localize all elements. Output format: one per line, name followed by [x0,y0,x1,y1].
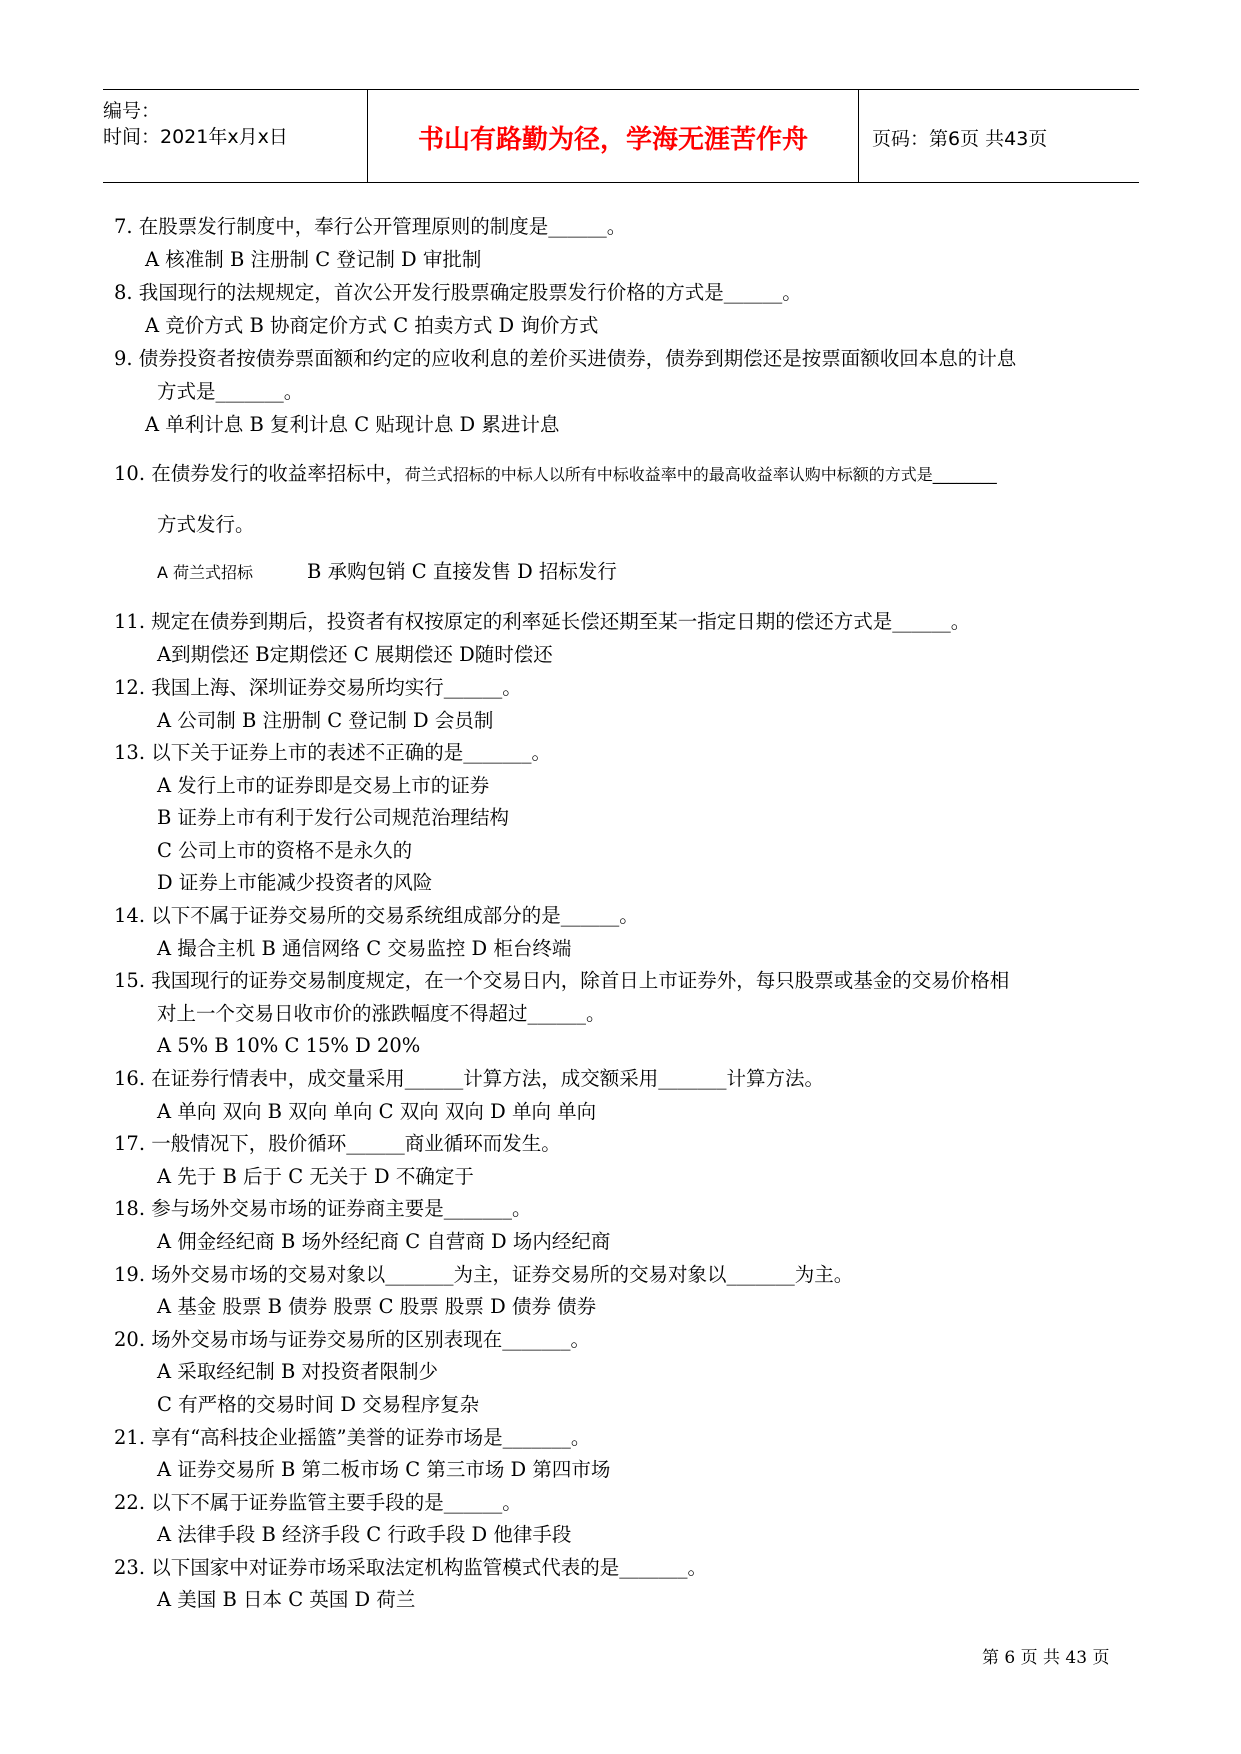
question-23-options: A 美国 B 日本 C 英国 D 荷兰 [157,1588,416,1611]
question-9-stem: 9. 债券投资者按债券票面额和约定的应收利息的差价买进债券，债券到期偿还是按票面额收回本息的计息 [114,347,1017,370]
question-14-stem: 14. 以下不属于证券交易所的交易系统组成部分的是______。 [114,904,639,927]
question-13-option-d: D 证券上市能减少投资者的风险 [157,871,433,894]
question-23-stem: 23. 以下国家中对证券市场采取法定机构监管模式代表的是_______。 [114,1556,707,1579]
question-21-options: A 证券交易所 B 第二板市场 C 第三市场 D 第四市场 [157,1458,611,1481]
question-10-options [157,562,617,582]
question-10-stem-part1: 10. 在债券发行的收益率招标中， [114,462,405,485]
header-left-cell [103,90,368,182]
document-header [103,89,1139,183]
question-15-stem: 15. 我国现行的证券交易制度规定，在一个交易日内，除首日上市证券外，每只股票或基金的交易价格相 [114,969,1010,992]
question-10-stem [114,464,997,484]
question-12-stem: 12. 我国上海、深圳证券交易所均实行______。 [114,676,522,699]
question-18-options: A 佣金经纪商 B 场外经纪商 C 自营商 D 场内经纪商 [157,1230,611,1253]
question-14-options: A 撮合主机 B 通信网络 C 交易监控 D 柜台终端 [157,937,572,960]
question-17-stem: 17. 一般情况下，股价循环______商业循环而发生。 [114,1132,561,1155]
question-15-stem-continued: 对上一个交易日收市价的涨跌幅度不得超过______。 [157,1002,606,1025]
question-8-options: A 竞价方式 B 协商定价方式 C 拍卖方式 D 询价方式 [145,314,599,337]
question-13-option-b: B 证券上市有利于发行公司规范治理结构 [157,806,510,829]
question-7-stem: 7. 在股票发行制度中，奉行公开管理原则的制度是______。 [114,215,627,238]
question-8-stem: 8. 我国现行的法规规定，首次公开发行股票确定股票发行价格的方式是______。 [114,281,802,304]
motto-text: 书山有路勤为径，学海无涯苦作舟 [417,125,808,155]
question-9-options: A 单利计息 B 复利计息 C 贴现计息 D 累进计息 [145,413,560,436]
question-12-options: A 公司制 B 注册制 C 登记制 D 会员制 [157,709,494,732]
question-13-stem: 13. 以下关于证券上市的表述不正确的是_______。 [114,741,551,764]
header-right-cell [859,90,1139,182]
question-20-stem: 20. 场外交易市场与证券交易所的区别表现在_______。 [114,1328,590,1351]
question-10-stem-continued: 方式发行。 [157,513,255,536]
question-13-option-c: C 公司上市的资格不是永久的 [157,839,413,862]
question-19-stem: 19. 场外交易市场的交易对象以_______为主，证券交易所的交易对象以_______为主。 [114,1263,854,1286]
header-middle-cell [368,90,859,182]
question-20-options-ab: A 采取经纪制 B 对投资者限制少 [157,1360,439,1383]
question-11-options: A到期偿还 B定期偿还 C 展期偿还 D随时偿还 [157,643,553,666]
question-10-option-a: A 荷兰式招标 [157,563,254,582]
document-number-label: 编号： [103,100,161,122]
question-7-options: A 核准制 B 注册制 C 登记制 D 审批制 [145,248,482,271]
question-22-stem: 22. 以下不属于证券监管主要手段的是______。 [114,1491,522,1514]
page-footer: 第 6 页 共 43 页 [982,1648,1110,1668]
question-19-options: A 基金 股票 B 债券 股票 C 股票 股票 D 债券 债券 [157,1295,597,1318]
question-17-options: A 先于 B 后于 C 无关于 D 不确定于 [157,1165,474,1188]
question-10-stem-part2: 荷兰式招标的中标人以所有中标收益率中的最高收益率认购中标额的方式是________ [404,465,997,484]
question-11-stem: 11. 规定在债券到期后，投资者有权按原定的利率延长偿还期至某一指定日期的偿还方式是______。 [114,610,971,633]
question-16-options: A 单向 双向 B 双向 单向 C 双向 双向 D 单向 单向 [157,1100,597,1123]
question-18-stem: 18. 参与场外交易市场的证券商主要是_______。 [114,1197,532,1220]
document-time-label: 时间：2021年x月x日 [103,126,288,148]
question-9-stem-continued: 方式是_______。 [157,380,304,403]
page-number-label: 页码：第6页 共43页 [872,128,1048,150]
question-20-options-cd: C 有严格的交易时间 D 交易程序复杂 [157,1393,480,1416]
question-15-options: A 5% B 10% C 15% D 20% [157,1034,421,1057]
question-10-options-rest: B 承购包销 C 直接发售 D 招标发行 [307,560,617,583]
question-21-stem: 21. 享有“高科技企业摇篮”美誉的证券市场是_______。 [114,1426,591,1449]
question-22-options: A 法律手段 B 经济手段 C 行政手段 D 他律手段 [157,1523,572,1546]
question-16-stem: 16. 在证券行情表中，成交量采用______计算方法，成交额采用_______计算方法。 [114,1067,824,1090]
question-13-option-a: A 发行上市的证券即是交易上市的证券 [157,774,490,797]
